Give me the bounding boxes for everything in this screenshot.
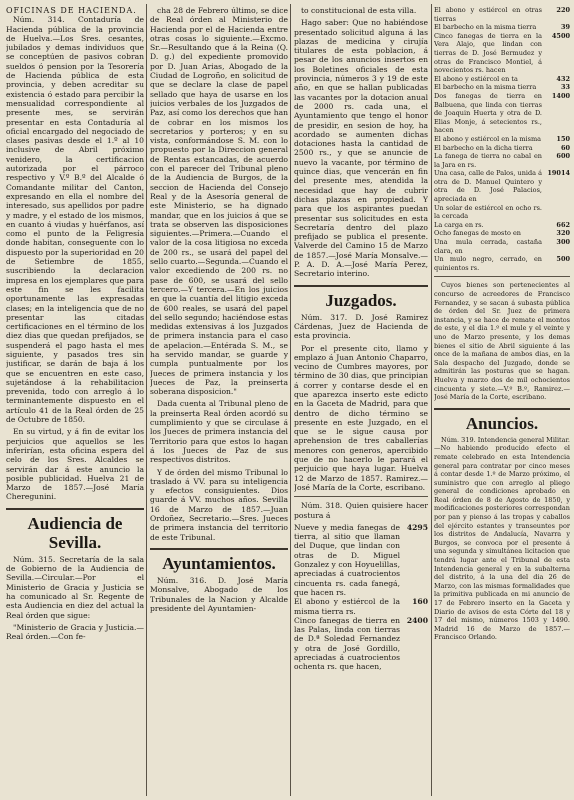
section-title: Anuncios. [434, 408, 570, 433]
lot-value [542, 204, 570, 221]
lot-item [434, 169, 570, 203]
notice-paragraph: Cuyos bienes son pertenecientes al concurso de acreedores de Francisco Fernandez, y se sacan á subasta pública de órden del Sr. Juez de primera instancia, y se hace de remate el montos de este, y el dia 1.º el mule y el veinte y uno de Marzo presente, y los demas bienes el sitio de Abril siguiente á las once de la mañana de ambos dias, en la Sala despacho del Juzgado, donde se admitirán las posturas que se hagan. Huelva y marzo dos de mil ochocientos cincuenta y siete.—V.º B.º, Ramirez.—José María de la Corte, escribano. [434, 281, 570, 402]
column-3 [294, 6, 428, 672]
lot-list [434, 6, 570, 272]
lot-value: 19014 [547, 169, 570, 178]
lot-item [434, 238, 570, 255]
lot-item [434, 221, 570, 230]
lot-item [294, 616, 428, 672]
lot-item [434, 92, 570, 135]
lot-text: Ocho fanegas de mosto en [434, 229, 521, 238]
lot-item [434, 255, 570, 272]
lot-item [434, 144, 570, 153]
column-rule [146, 4, 147, 796]
lot-item [434, 204, 570, 221]
lot-item [434, 83, 570, 92]
lot-text: El abono y estiércol en ta [434, 74, 518, 83]
notice-paragraph: Hago saber: Que no habiéndose presentado solicitud alguna á las plazas de medicina y cirujía titulares de esta poblacion, á pesar de los anuncios insertos en los Boletines oficiales de esta provincia, números 3 y 19 de este año, en que se hallan publicadas las vacantes por la dotacion anual de 2000 rs. cada una, el Ayuntamiento que tengo el honor de presidir, en sesion de hoy, ha acordado se aumenten dichas dotaciones hasta la cantidad de 2500 rs., y que se anuncie de nuevo la vacante, por término de quince dias, que vencerán en fin del presente mes, atendida la necesidad que hay de cubrir dichas plazas en propiedad. Y para que los aspirantes puedan presentar sus solicitudes en esta Secretaría dentro del plazo prefijado se publica el presente. Valverde del Camino 15 de Marzo de 1857.—José María Monsalve.—P. A. D. A.—José María Perez, Secretario interino. [294, 18, 428, 279]
lot-item [434, 32, 570, 75]
notice-paragraph: Núm. 319. Intendencia general Militar.—No habiendo producido efecto el remate celebrado en esta Intendencia general para contratar por cinco meses á contar desde 1.º de Marzo próximo, el suministro que con arreglo al pliego general de condiciones aprobado en Real órden de 8 de Agosto de 1850, y modificaciones posteriores correspondan por pan y pienso á las tropas y caballos del ejército estantes y transeuntes por los distritos de Andalucía, Navarra y Burgos, se convoca por el presente á una segunda y simultánea licitacion que tendrá lugar ante el Tribunal de esta Intendencia general y en la subalterna del distrito, á la una del dia 26 de Marzo, con las mismas formalidades que la primitiva publicada en mi anuncio de 17 de Febrero inserto en la Gaceta y Diario de avisos de esta Córte del 18 y 17 del mismo, números 1503 y 1490. Madrid 16 de Marzo de 1857.—Francisco Orlando. [434, 435, 570, 642]
section-title: Juzgados. [294, 285, 428, 310]
lot-item [434, 75, 570, 84]
lot-item [294, 597, 428, 616]
lot-text: El abono y estiércol en la misma [434, 134, 542, 143]
lot-value: 33 [560, 83, 570, 92]
lot-text: Dos fanegas de tierra en Balbuena, que linda con tierras de Joaquin Huerta y otra de D. Elias Monje, á setecientos rs., hacen [434, 91, 542, 135]
divider [294, 496, 428, 497]
notice-paragraph: En su virtud, y á fin de evitar los perjuicios que aquellos se les inferirían, esta oficina espera del celo de los Sres. Alcaldes se servirán dar á este anuncio la posible publicidad. Huelva 21 de Marzo de 1857.—José María Cheregunini. [6, 427, 144, 502]
lot-item [434, 229, 570, 238]
column-rule [290, 4, 291, 796]
lot-value: 320 [556, 229, 570, 238]
lot-value: 300 [556, 238, 570, 247]
lot-value: 160 [412, 597, 428, 607]
notice-paragraph: Núm. 318. Quien quisiere hacer postura á [294, 501, 428, 520]
notice-paragraph: to constitucional de esta villa. [301, 6, 417, 15]
lot-value: 500 [556, 255, 570, 264]
notice-paragraph: cha 28 de Febrero último, se dice de Real órden al Ministerio de Hacienda por el de Hacienda entre otras cosas lo siguiente.—Excmo. Sr.—Resultando que á la Reina (Q. D. g.) del expediente promovido por D. Juan Arias, Abogado de la Ciudad de Logroño, en solicitud de que se declare la clase de papel sellado que haya de usarse en los juicios verbales de los Juzgados de Paz, así como los derechos que han de cobrar en los mismos los secretarios y porteros; y en su vista, conformándose S. M. con lo propuesto por la Direccion general de Rentas estancadas, de acuerdo con el parecer del Tribunal pleno de la Audiencia de Burgos, de la seccion de Hacienda del Consejo Real y de la Asesoría general de este Ministerio, se ha dignado mandar, que en los juicios á que se trata se observen las disposiciones siguientes.—Primera.—Cuando el valor de la cosa litigiosa no exceda de 200 rs., se usará del papel del sello cuarto.—Segunda.—Cuando el valor excediendo de 200 rs. no pase de 600, se usará del sello tercero.—Y tercera.—En los juicios en que la cuantía del litigio exceda de 600 reales, se usará del papel del sello segundo; haciéndose estas medidas extensivas á los Juzgados de primera instancia para el caso de apelacion.—Entérada S. M., se ha servido mandar, se guarde y cumpla puntualmente por los Jueces de primera instancia y los Jueces de Paz, la preinserta soberana disposicion." [150, 6, 288, 397]
divider [434, 276, 570, 277]
notice-paragraph: Núm. 315. Secretaría de la sala de Gobierno de la Audiencia de Sevilla.—Circular.—Por el Ministerio de Gracia y Justicia se ha comunicado al Sr. Regente de esta Audiencia en diez del actual la Real órden que sigue: [6, 554, 144, 620]
notice-paragraph: Núm. 314. Contaduría de Hacienda pública de la provincia de Huelva.—Los Sres. cesantes, jubilados y demas individuos que se conceptúen de pasivos cobran sueldos ó pension por la Tesorería de Hacienda pública de esta provincia, y deben acreditar su existencia ó estado para percibir la mensualidad correspondiente al presente mes, se servirán presentar en esta Contaduría al oficial encargado del negociado de clases pasivas desde el 1.º al 10 inclusive de Abril próximo venidero, la certificacion autorizada por el párroco respectivo y V.º B.º del Alcalde ó Comandante militar del Canton, expresando en ella el nombre del interesado, sus apellidos por padre y madre, y el estado de los mismos, en cuanto á viudas y huérfanos, así como el punto de la Feligresía donde habitan, conseguente con lo dispuesto por la superioridad en 20 de Setiembre de 1855, suscribiendo la declaracion impresa en los ejemplares que para este fin se les facilita oportunamente las expresadas clases; en la inteligencia que de no presentar las citadas certificaciones en el término de los diez dias que quedan prefijados, se suspenderá el pago hasta el mes siguiente, y pasados tres sin justificar, se darán de baja á los que se encuentren en este caso, sujetándose á la rehabilitacion prevenida, todo con arreglo á lo terminantemente dispuesto en el artículo 41 de la Real órden de 25 de Octubre de 1850. [6, 15, 144, 425]
notice-paragraph: Por el presente cito, llamo y emplazo á Juan Antonio Chaparro, vecino de Cumbres mayores, por término de 30 dias, que principian á correr y contarse desde el en que aparezca inserto este edicto en la Gaceta de Madrid, para que dentro de dicho término se presente en este Juzgado, en el que se le sigue causa por aprehension de tres caballerías menores con generos, apercibido que de no hacerlo le parará el perjuicio que haya lugar. Huelva 12 de Marzo de 1857. Ramirez.—José María de la Corte, escribano. [294, 343, 428, 492]
lot-value: 4500 [551, 31, 570, 40]
lot-value: 600 [556, 152, 570, 161]
section-title: Ayuntamientos. [150, 548, 288, 573]
lot-text: El barbecho en la misma tierra [434, 83, 537, 92]
lot-text: Nueve y media fanegas de tierra, al sitio que llaman del Duque, que lindan con otras de D. Miguel Gonzalez y con Hoyuelillas, apreciadas á cuatrocientos cincuenta rs. cada fanegá, que hacen rs. [294, 522, 400, 597]
lot-item [434, 152, 570, 169]
lot-text: El barbecho en la dicha tierra [434, 143, 533, 152]
lot-value: 39 [560, 23, 570, 32]
lot-text: Cinco fanegas de tierra en las Palas, linda con tierras de D.ª Soledad Fernandez y otra de José Gordillo, apreciadas á cuatrocientos ochenta rs. que hacen, [294, 615, 400, 672]
lot-value: 662 [556, 220, 570, 229]
lot-list [294, 523, 428, 672]
column-4 [434, 6, 570, 645]
lot-text: El abono y estiércol en otras tierras [434, 6, 542, 23]
lot-text: Una mula cerrada, castaña clara, en [434, 238, 542, 255]
lot-value: 2400 [406, 615, 428, 625]
section-title: Audiencia de Sevilla. [6, 508, 144, 552]
notice-paragraph: Núm. 316. D. José María Monsalve, Abogado de los Tribunales de la Nacion y Alcalde presidente del Ayuntamien- [150, 575, 288, 613]
notice-paragraph: Dada cuenta al Tribunal pleno de la preinserta Real órden acordó su cumplimiento y que se circulase á los Jueces de primera instancia del Territorio para que estos lo hagan á los Jueces de Paz de sus respectivos distritos. [150, 399, 288, 465]
lot-value: 60 [560, 143, 570, 152]
lot-value: 432 [556, 74, 570, 83]
notice-paragraph: "Ministerio de Gracia y Justicia.—Real órden.—Con fe- [6, 622, 144, 642]
lot-value: 1400 [551, 91, 570, 100]
lot-text: La carga en rs. [434, 220, 484, 229]
lot-text: El abono y estiércol de la misma tierra rs. [294, 597, 400, 616]
notice-paragraph: Núm. 317. D. José Ramirez Cárdenas, Juez de Hacienda de esta provincia. [294, 312, 428, 341]
column-rule [431, 4, 432, 796]
lot-value: 150 [556, 134, 570, 143]
lot-text: Un mulo negro, cerrado, en quinientos rs. [434, 255, 542, 272]
column-2 [150, 6, 288, 616]
column-1 [6, 6, 144, 644]
lot-item [294, 523, 428, 597]
lot-value: 4295 [406, 522, 428, 532]
lot-text: Un solar de estiércol en ocho rs. la cercada [434, 203, 542, 221]
lot-item [434, 23, 570, 32]
section-header: OFICINAS DE HACIENDA. [6, 6, 137, 15]
notice-paragraph: Y de órden del mismo Tribunal lo traslado á VV. para su inteligencia y efectos consiguientes. Dios guarde á VV. muchos años. Sevilla 16 de Marzo de 1857.—Juan Ordoñez, Secretario.—Sres. Jueces de primera instancia del territorio de este Tribunal. [150, 467, 288, 542]
lot-item [434, 6, 570, 23]
lot-text: La fanega de tierra no cabal en la Jara en rs. [434, 152, 542, 169]
lot-item [434, 135, 570, 144]
lot-text: El barbecho en la misma tierra [434, 23, 537, 32]
lot-text: Una casa, calle de Palos, unida á otra de D. Manuel Quintero y otra de D. José Palacios, apreciada en [434, 169, 542, 204]
lot-text: Cinco fanegas de tierra en la Vera Alajo, que lindan con tierras de D. José Bermudez y otras de Francisco Montiel, á novecientos rs. hacen [434, 31, 542, 75]
lot-value: 220 [556, 6, 570, 14]
